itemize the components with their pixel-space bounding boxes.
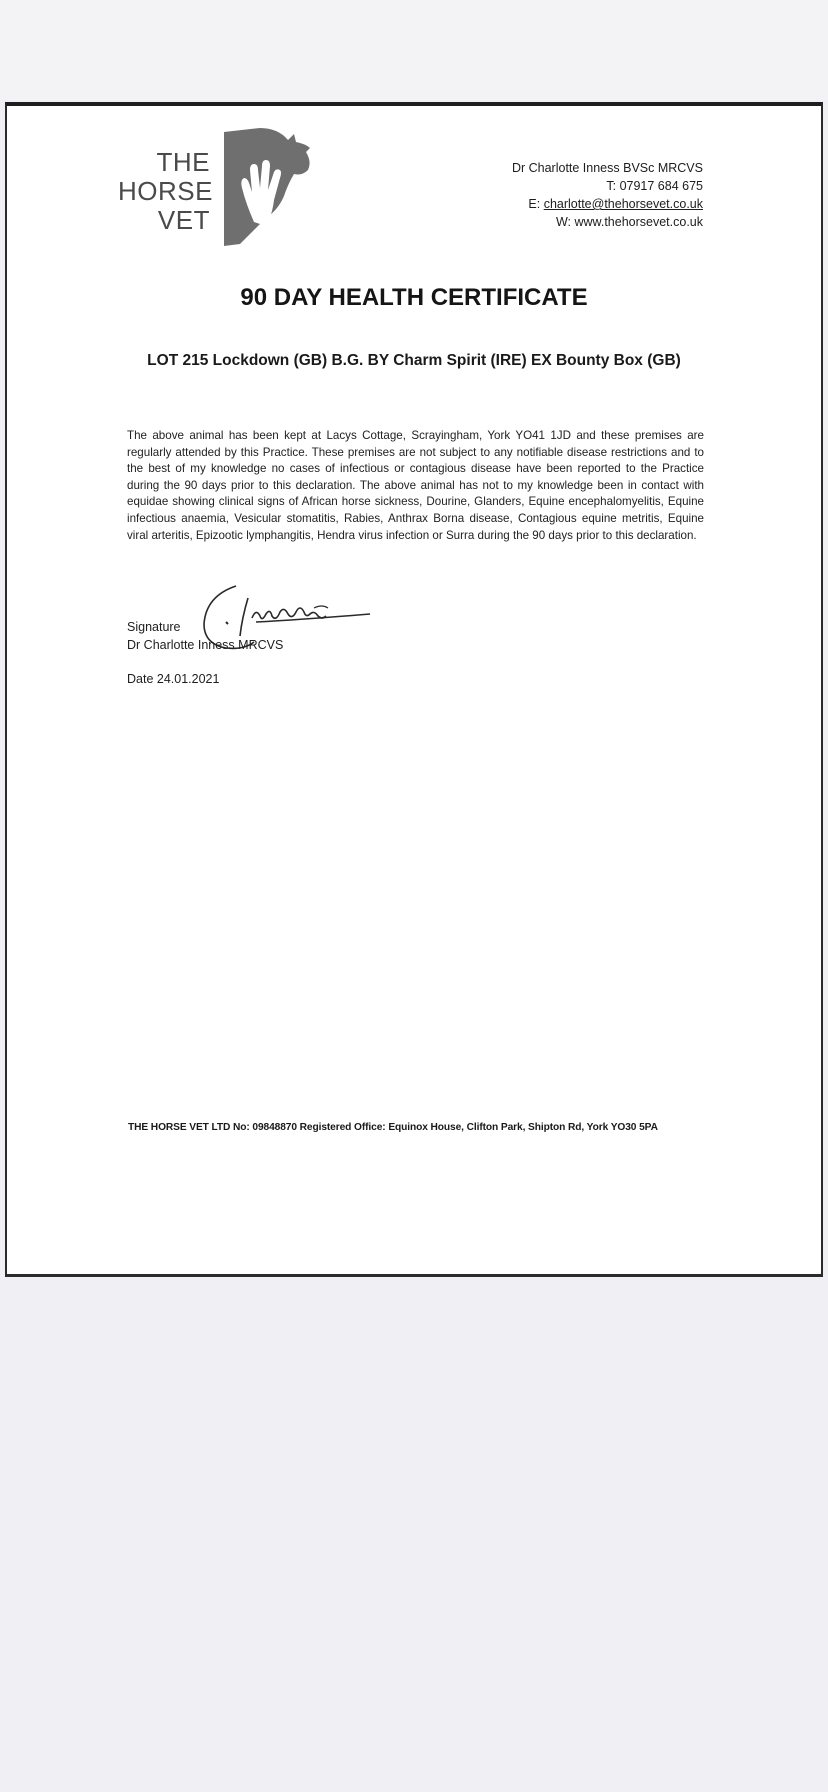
horse-head-icon bbox=[222, 126, 322, 248]
vet-email-row bbox=[512, 195, 703, 213]
logo-line-1: THE bbox=[156, 147, 210, 177]
vet-website: W: www.thehorsevet.co.uk bbox=[555, 215, 703, 229]
logo-line-3: VET bbox=[157, 205, 210, 235]
vet-phone: T: 07917 684 675 bbox=[606, 179, 703, 193]
horse-vet-logo bbox=[118, 122, 328, 247]
logo-text bbox=[118, 147, 213, 235]
signature-label: Signature bbox=[127, 620, 181, 634]
certificate-page bbox=[5, 102, 823, 1277]
declaration-text: The above animal has been kept at Lacys Cottage, Scrayingham, York YO41 1JD and these premises are regularly attended by this Practice. These premises are not subject to any notifiable disease restrictions and to the best of my knowledge no cases of infectious or contagious disease have been reported to the Practice during the 90 days prior to this declaration. The above animal has not to my knowledge been in contact with equidae showing clinical signs of African horse sickness, Dourine, Glanders, Equine encephalomyelitis, Equine infectious anaemia, Vesicular stomatitis, Rabies, Anthrax Borna disease, Contagious equine metritis, Equine viral arteritis, Epizootic lymphangitis, Hendra virus infection or Surra during the 90 days prior to this declaration. bbox=[127, 429, 704, 542]
email-prefix: E: bbox=[528, 197, 544, 211]
company-footer: THE HORSE VET LTD No: 09848870 Registered Office: Equinox House, Clifton Park, Shipton Rd, York YO30 5PA bbox=[128, 1122, 658, 1133]
certificate-date: Date 24.01.2021 bbox=[127, 672, 220, 686]
vet-name: Dr Charlotte Inness BVSc MRCVS bbox=[511, 161, 703, 175]
contact-block bbox=[512, 159, 703, 231]
signer-name: Dr Charlotte Inness MRCVS bbox=[127, 638, 284, 652]
certificate-title: 90 DAY HEALTH CERTIFICATE bbox=[240, 284, 588, 311]
email-link[interactable]: charlotte@thehorsevet.co.uk bbox=[543, 197, 703, 211]
screen-top-band bbox=[0, 0, 828, 100]
logo-line-2: HORSE bbox=[118, 176, 213, 206]
lot-line: LOT 215 Lockdown (GB) B.G. BY Charm Spirit (IRE) EX Bounty Box (GB) bbox=[147, 352, 681, 369]
